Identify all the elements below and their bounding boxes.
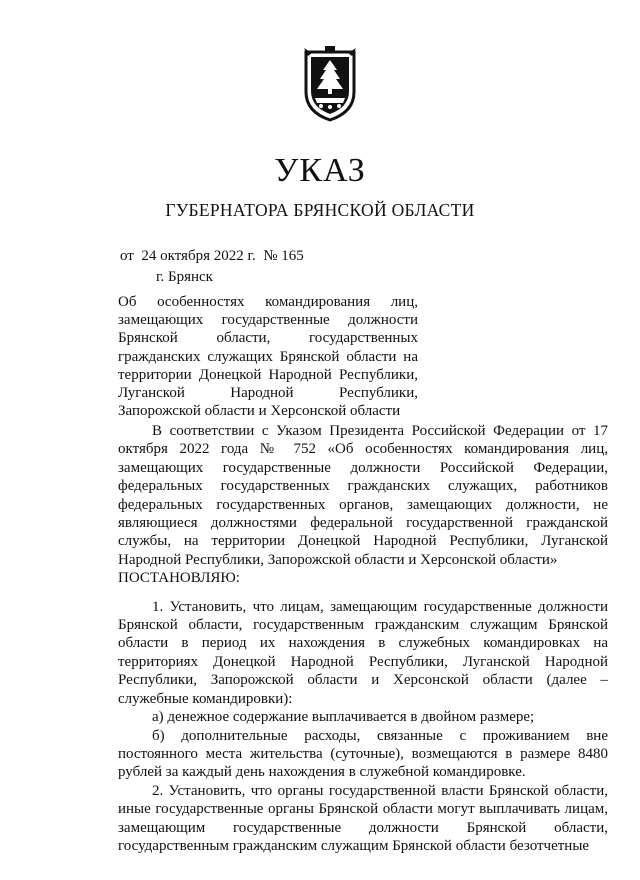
document-title: УКАЗ — [274, 152, 366, 189]
decree-body — [118, 422, 608, 855]
decree-word: ПОСТАНОВЛЯЮ: — [118, 570, 240, 587]
city-line: г. Брянск — [156, 269, 213, 285]
item-1-paragraph: 1. Установить, что лицам, замещающим государственные должности Брянской области, государственным гражданским служащим Брянской области в период их нахождения в служебных командировках на территориях Донецкой Народной Республики, Луганской Народной Республики, Запорожской области и Херсонской области (далее – служебные командировки): — [118, 598, 608, 707]
date-number-line: от 24 октября 2022 г. № 165 — [120, 248, 304, 264]
issuer-subtitle: ГУБЕРНАТОРА БРЯНСКОЙ ОБЛАСТИ — [165, 200, 475, 220]
decree-subject: Об особенностях командирования лиц, замещающих государственные должности Брянской области, государственных гражданских служащих Брянской области на территории Донецкой Народной Республики, Луганской Народной Республики, Запорожской области и Херсонской области — [118, 294, 418, 420]
item-1b-paragraph: б) дополнительные расходы, связанные с проживанием вне постоянного места жительства (суточные), возмещаются в размере 8480 рублей за каждый день нахождения в служебной командировке. — [118, 727, 608, 781]
bryansk-coat-of-arms-icon — [298, 46, 362, 122]
preamble-paragraph: В соответствии с Указом Президента Российской Федерации от 17 октября 2022 года № 752 «Об особенностях командирования лиц, замещающих государственные должности Российской Федерации, федеральных государственных гражданских служащих, работников федеральных государственных органов, замещающих должности, не являющиеся должностями федеральной государственной гражданской службы, на территории Донецкой Народной Республики, Луганской Народной Республики, Запорожской области и Херсонской области» — [118, 423, 608, 568]
item-2-paragraph: 2. Установить, что органы государственной власти Брянской области, иные государственные органы Брянской области могут выплачивать лицам, замещающим государственные должности Брянской области, государственным гражданским служащим Брянской области безотчетные — [118, 782, 608, 854]
item-1a-paragraph: а) денежное содержание выплачивается в двойном размере; — [152, 709, 535, 726]
